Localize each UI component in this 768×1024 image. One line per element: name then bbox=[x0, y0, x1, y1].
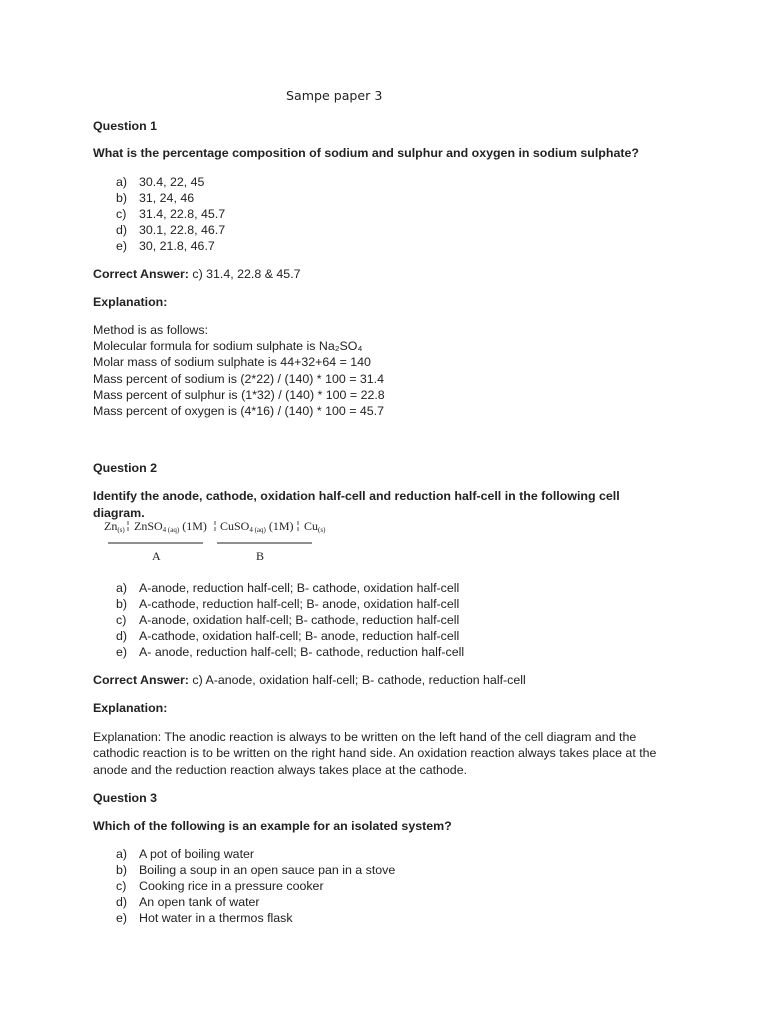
cell-diagram-svg bbox=[104, 518, 344, 566]
svg-text:CuSO4 (aq)(1M) bbox=[220, 519, 294, 534]
option-item: b) A-cathode, reduction half-cell; B- anode, oxidation half-cell bbox=[116, 597, 460, 611]
q1-options bbox=[116, 174, 225, 254]
option-item: e) Hot water in a thermos flask bbox=[116, 911, 293, 925]
q2-options bbox=[116, 580, 464, 660]
znso4-concentration: (1M) bbox=[182, 519, 207, 533]
answer-text: c) 31.4, 22.8 & 45.7 bbox=[188, 267, 301, 281]
page-title: Sampe paper 3 bbox=[286, 88, 383, 103]
cuso4-formula: CuSO bbox=[220, 519, 250, 533]
znso4-formula: ZnSO bbox=[134, 519, 163, 533]
label-a: A bbox=[152, 549, 161, 563]
explanation-line: Mass percent of sodium is (2*22) / (140) * 100 = 31.4 bbox=[93, 371, 384, 386]
q3-question: Which of the following is an example for an isolated system? bbox=[93, 819, 452, 833]
svg-text:ZnSO4 (aq)(1M) bbox=[134, 519, 207, 534]
explanation-line: Method is as follows: bbox=[93, 323, 209, 337]
answer-label: Correct Answer: bbox=[93, 673, 189, 687]
option-item: b) 31, 24, 46 bbox=[116, 191, 195, 205]
q1-question: What is the percentage composition of sodium and sulphur and oxygen in sodium sulphate? bbox=[93, 146, 639, 160]
option-item: d) 30.1, 22.8, 46.7 bbox=[116, 223, 226, 237]
option-item: e) 30, 21.8, 46.7 bbox=[116, 239, 215, 253]
explanation-line: Molar mass of sodium sulphate is 44+32+64 = 140 bbox=[93, 355, 371, 370]
zn-state: (s) bbox=[117, 526, 125, 534]
cu-state: (s) bbox=[318, 526, 326, 534]
svg-text:Cu(s) bbox=[304, 519, 326, 534]
q3-options bbox=[116, 846, 395, 926]
option-item: c) Cooking rice in a pressure cooker bbox=[116, 879, 324, 893]
option-item: c) 31.4, 22.8, 45.7 bbox=[116, 207, 226, 221]
q1-explanation-label: Explanation: bbox=[93, 295, 168, 309]
explanation-text: The anodic reaction is always to be written on the left hand of the cell diagram and the cathodic reaction is to be written on the right hand side. An oxidation reaction always takes place at the anode and the reduction reaction always takes place at the cathode. bbox=[93, 730, 657, 777]
label-b: B bbox=[256, 549, 265, 563]
option-item: a) 30.4, 22, 45 bbox=[116, 175, 205, 189]
answer-label: Correct Answer: bbox=[93, 267, 189, 281]
option-item: c) A-anode, oxidation half-cell; B- cathode, reduction half-cell bbox=[116, 613, 460, 627]
znso4-state: 4 (aq) bbox=[162, 526, 180, 534]
option-item: d) An open tank of water bbox=[116, 895, 260, 909]
q2-correct-answer bbox=[93, 672, 673, 688]
cuso4-concentration: (1M) bbox=[268, 519, 294, 533]
explanation-line: Molecular formula for sodium sulphate is Na₂SO₄ bbox=[93, 339, 363, 354]
q1-correct-answer bbox=[93, 266, 673, 282]
svg-text:Zn(s) bbox=[104, 519, 125, 534]
q1-explanation bbox=[93, 322, 673, 419]
q2-explanation-label: Explanation: bbox=[93, 701, 168, 715]
option-item: a) A-anode, reduction half-cell; B- cathode, oxidation half-cell bbox=[116, 581, 460, 595]
q2-explanation bbox=[93, 729, 668, 778]
option-item: a) A pot of boiling water bbox=[116, 847, 255, 861]
cuso4-state: 4 (aq) bbox=[249, 526, 266, 534]
option-item: b) Boiling a soup in an open sauce pan in a stove bbox=[116, 863, 396, 877]
q3-heading: Question 3 bbox=[93, 791, 158, 805]
answer-text: c) A-anode, oxidation half-cell; B- cathode, reduction half-cell bbox=[188, 673, 526, 687]
zn-symbol: Zn bbox=[104, 519, 118, 533]
cell-diagram bbox=[104, 518, 344, 566]
explanation-line: Mass percent of oxygen is (4*16) / (140) * 100 = 45.7 bbox=[93, 403, 384, 418]
q2-question: Identify the anode, cathode, oxidation half-cell and reduction half-cell in the following cell diagram. bbox=[93, 489, 620, 520]
q1-heading: Question 1 bbox=[93, 119, 158, 133]
explanation-line: Mass percent of sulphur is (1*32) / (140) * 100 = 22.8 bbox=[93, 387, 385, 402]
q2-heading: Question 2 bbox=[93, 461, 158, 475]
explanation-label-inline: Explanation: bbox=[93, 730, 162, 744]
option-item: d) A-cathode, oxidation half-cell; B- anode, reduction half-cell bbox=[116, 629, 460, 643]
cu-symbol: Cu bbox=[304, 519, 319, 533]
option-item: e) A- anode, reduction half-cell; B- cathode, reduction half-cell bbox=[116, 645, 465, 659]
